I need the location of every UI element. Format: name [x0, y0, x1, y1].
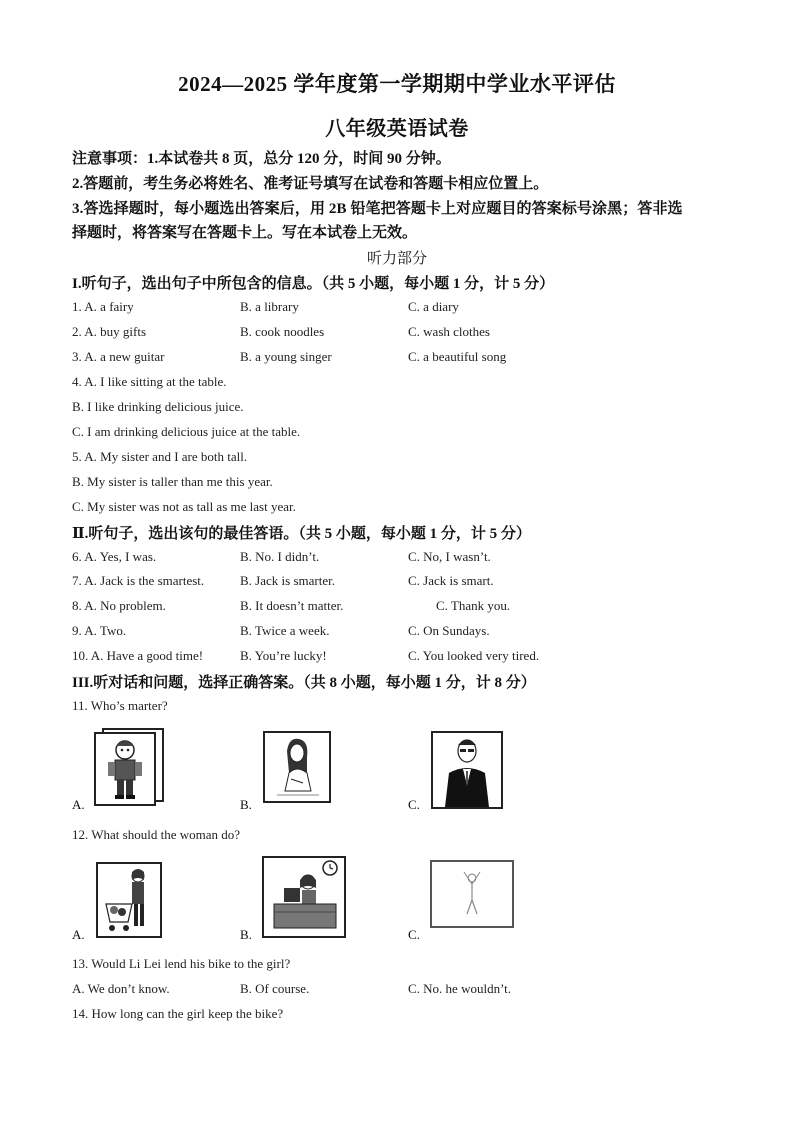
q12-option-a-label: A. [72, 927, 85, 942]
q5-option-b: B. My sister is taller than me this year. [72, 474, 273, 489]
q13-option-a: A. We don’t know. [72, 981, 170, 996]
q2-option-a: 2. A. buy gifts [72, 324, 147, 339]
q4-option-b: B. I like drinking delicious juice. [72, 399, 244, 414]
girl-figure-icon [265, 733, 329, 801]
q12-option-a-picture [96, 862, 162, 938]
q11-option-c-label: C. [408, 797, 420, 812]
section-3-heading: III.听对话和问题，选择正确答案。（共 8 小题，每小题 1 分，计 8 分） [72, 675, 536, 691]
q4-option-a: 4. A. I like sitting at the table. [72, 374, 227, 389]
q13-option-b: B. Of course. [240, 981, 310, 996]
q10-option-b: B. You’re lucky! [240, 648, 327, 663]
q12-stem: 12. What should the woman do? [72, 827, 241, 842]
q8-option-c: C. Thank you. [436, 598, 511, 613]
picture-frame-front [94, 732, 156, 806]
q11-option-a-label: A. [72, 797, 85, 812]
q12-option-c-label: C. [408, 927, 420, 942]
q11-option-a-picture [94, 728, 164, 804]
q3-option-b: B. a young singer [240, 349, 332, 364]
q11-option-b-label: B. [240, 797, 252, 812]
q9-option-c: C. On Sundays. [408, 623, 490, 638]
q5-option-c: C. My sister was not as tall as me last year. [72, 499, 296, 514]
q6-option-b: B. No. I didn’t. [240, 549, 320, 564]
q7-option-a: 7. A. Jack is the smartest. [72, 573, 205, 588]
notes-line-1: 注意事项：1.本试卷共 8 页，总分 120 分，时间 90 分钟。 [72, 151, 451, 167]
q1-option-b: B. a library [240, 299, 299, 314]
exam-title: 2024—2025 学年度第一学期期中学业水平评估 [178, 72, 616, 96]
q4-option-c: C. I am drinking delicious juice at the table. [72, 424, 301, 439]
q9-option-a: 9. A. Two. [72, 623, 127, 638]
woman-shopping-cart-icon [98, 864, 160, 936]
q7-option-c: C. Jack is smart. [408, 573, 494, 588]
person-stretching-icon [432, 862, 512, 926]
q1-option-a: 1. A. a fairy [72, 299, 134, 314]
listening-part-title: 听力部分 [366, 251, 427, 267]
woman-at-desk-icon [264, 858, 344, 936]
section-1-heading: I.听句子，选出句子中所包含的信息。（共 5 小题，每小题 1 分，计 5 分） [72, 276, 555, 292]
exam-subtitle: 八年级英语试卷 [325, 118, 469, 140]
notes-line-3: 3.答选择题时，每小题选出答案后，用 2B 铅笔把答题卡上对应题目的答案标号涂黑；答非选 [72, 201, 683, 217]
q14-stem: 14. How long can the girl keep the bike? [72, 1006, 284, 1021]
q6-option-a: 6. A. Yes, I was. [72, 549, 157, 564]
q8-option-b: B. It doesn’t matter. [240, 598, 344, 613]
q12-option-b-picture [262, 856, 346, 938]
q13-option-c: C. No. he wouldn’t. [408, 981, 512, 996]
q3-option-c: C. a beautiful song [408, 349, 507, 364]
q10-option-a: 10. A. Have a good time! [72, 648, 204, 663]
boy-figure-icon [96, 734, 154, 804]
q12-option-c-picture [430, 860, 514, 928]
q10-option-c: C. You looked very tired. [408, 648, 540, 663]
q8-option-a: 8. A. No problem. [72, 598, 166, 613]
q1-option-c: C. a diary [408, 299, 459, 314]
q13-stem: 13. Would Li Lei lend his bike to the girl? [72, 956, 291, 971]
q3-option-a: 3. A. a new guitar [72, 349, 165, 364]
q7-option-b: B. Jack is smarter. [240, 573, 335, 588]
q11-option-c-picture [431, 731, 503, 809]
man-in-suit-icon [433, 733, 501, 807]
q11-stem: 11. Who’s marter? [72, 698, 168, 713]
q6-option-c: C. No, I wasn’t. [408, 549, 491, 564]
q2-option-b: B. cook noodles [240, 324, 325, 339]
q9-option-b: B. Twice a week. [240, 623, 330, 638]
q5-option-a: 5. A. My sister and I are both tall. [72, 449, 248, 464]
section-2-heading: Ⅱ.听句子，选出该句的最佳答语。（共 5 小题，每小题 1 分，计 5 分） [72, 526, 531, 542]
q2-option-c: C. wash clothes [408, 324, 490, 339]
q12-option-b-label: B. [240, 927, 252, 942]
notes-line-2: 2.答题前，考生务必将姓名、准考证号填写在试卷和答题卡相应位置上。 [72, 176, 549, 192]
notes-line-4: 择题时，将答案写在答题卡上。写在本试卷上无效。 [72, 225, 418, 241]
q11-option-b-picture [263, 731, 331, 803]
